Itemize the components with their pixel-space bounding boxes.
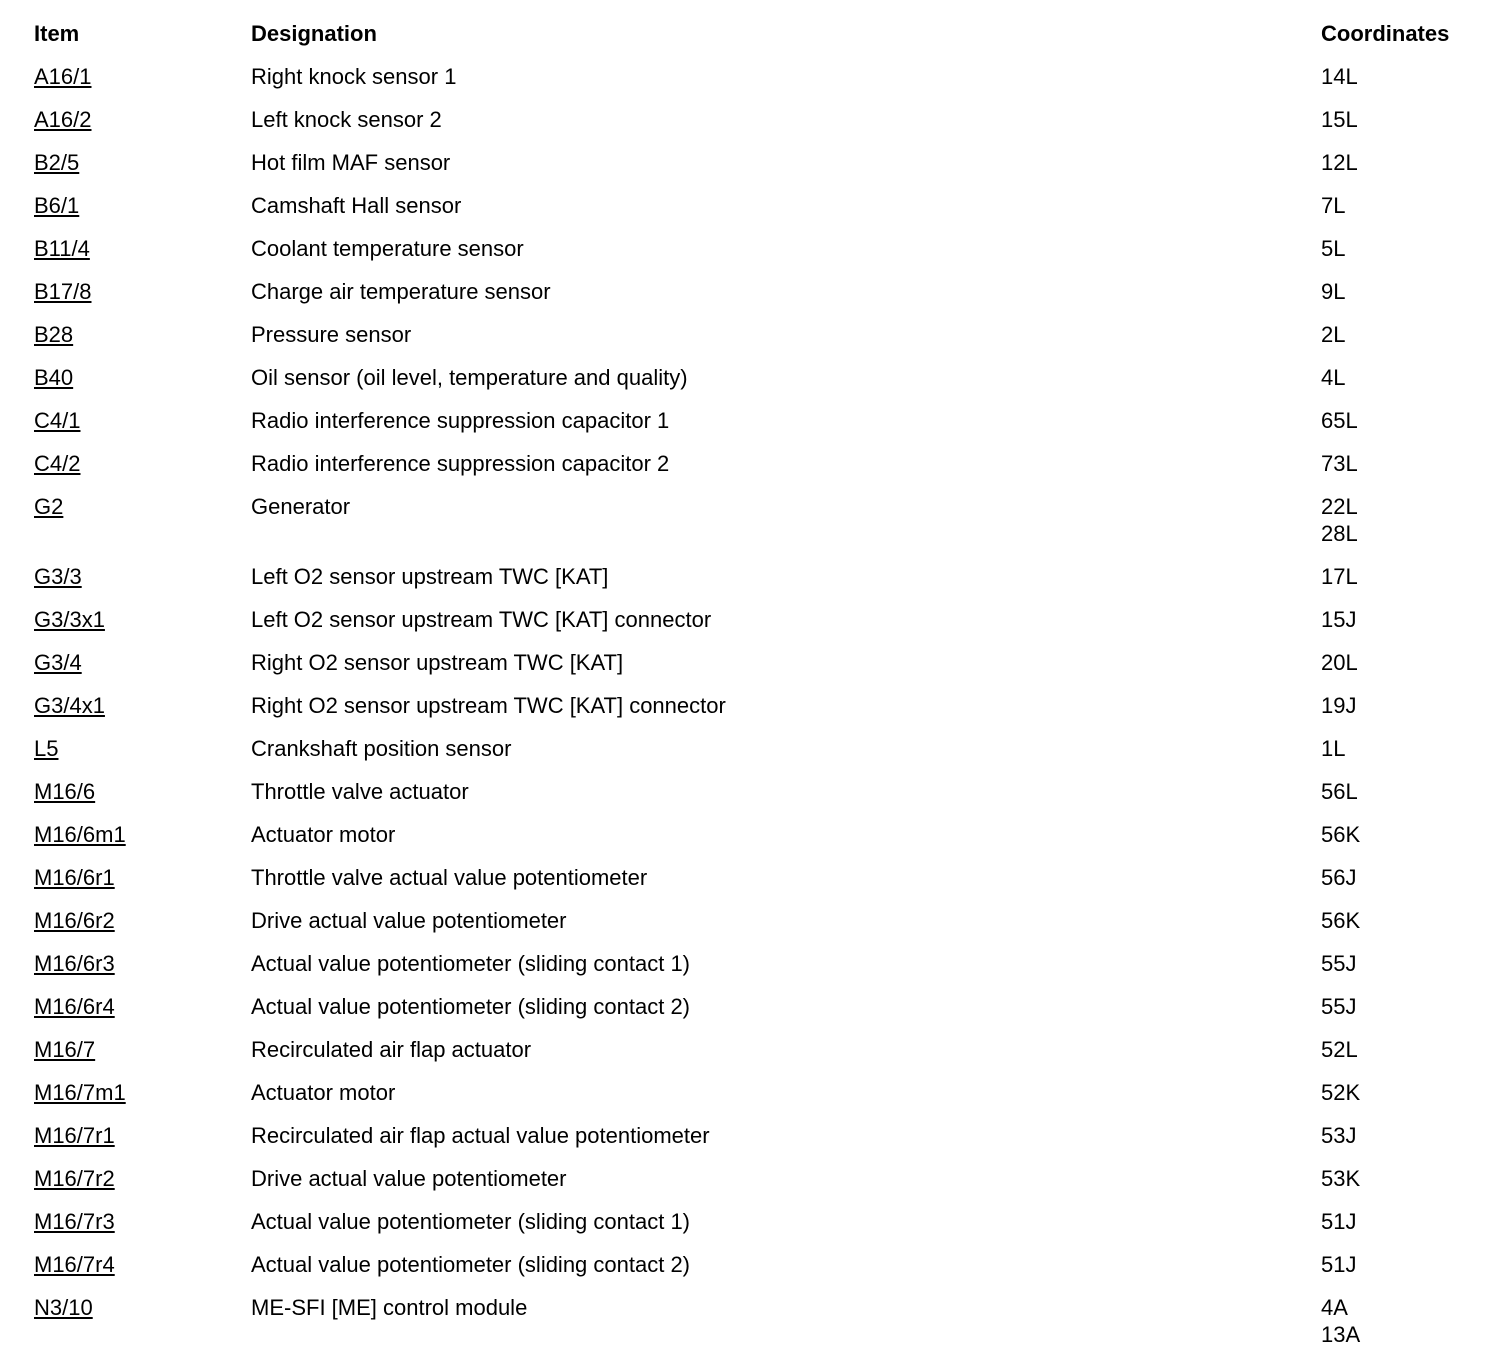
item-cell [34,606,251,633]
table-body [0,55,1504,1356]
item-cell [34,864,251,891]
table-row [0,899,1504,942]
table-row [0,1286,1504,1356]
item-link[interactable]: M16/6r4 [34,994,115,1019]
coordinate-value: 28L [1321,521,1358,546]
item-link[interactable]: N3/10 [34,1295,93,1320]
item-cell [34,907,251,934]
table-row [0,1157,1504,1200]
item-link[interactable]: G2 [34,494,64,519]
table-row [0,485,1504,555]
coordinate-value: 53K [1321,1166,1361,1191]
item-link[interactable]: A16/2 [34,107,92,132]
table-row [0,813,1504,856]
coordinates-cell [1321,563,1491,590]
table-row [0,1114,1504,1157]
item-link[interactable]: C4/1 [34,408,81,433]
designation-cell: Actuator motor [251,822,396,847]
item-link[interactable]: M16/6m1 [34,822,126,847]
coordinate-value: 15J [1321,607,1357,632]
coordinate-value: 73L [1321,451,1358,476]
designation-cell: Actual value potentiometer (sliding contact 1) [251,1209,691,1234]
coordinates-cell [1321,278,1491,305]
designation-cell: Drive actual value potentiometer [251,1166,567,1191]
coordinates-cell [1321,1165,1491,1192]
item-cell [34,407,251,434]
designation-cell: Actual value potentiometer (sliding contact 2) [251,1252,691,1277]
table-row [0,555,1504,598]
designation-cell: Actual value potentiometer (sliding contact 2) [251,994,691,1019]
table-row [0,727,1504,770]
item-link[interactable]: M16/6 [34,779,96,804]
coordinate-value: 51J [1321,1252,1357,1277]
coordinates-cell [1321,63,1491,90]
item-cell [34,106,251,133]
designation-cell: Hot film MAF sensor [251,150,451,175]
item-link[interactable]: M16/6r2 [34,908,115,933]
coordinate-value: 7L [1321,193,1346,218]
item-link[interactable]: M16/7r2 [34,1166,115,1191]
designation-cell: Right knock sensor 1 [251,64,457,89]
coordinates-cell [1321,407,1491,434]
designation-cell: Left O2 sensor upstream TWC [KAT] [251,564,609,589]
coordinate-value: 19J [1321,693,1357,718]
item-cell [34,278,251,305]
item-link[interactable]: B28 [34,322,74,347]
coordinates-cell [1321,1251,1491,1278]
item-cell [34,778,251,805]
coordinate-value: 9L [1321,279,1346,304]
item-cell [34,649,251,676]
coordinate-value: 56K [1321,822,1361,847]
item-cell [34,1294,251,1321]
coordinate-value: 52L [1321,1037,1358,1062]
coordinates-cell [1321,907,1491,934]
item-cell [34,364,251,391]
coordinates-cell [1321,1294,1491,1348]
coordinate-value: 53J [1321,1123,1357,1148]
coordinate-value: 56L [1321,779,1358,804]
item-link[interactable]: B6/1 [34,193,80,218]
designation-cell: Throttle valve actual value potentiometer [251,865,648,890]
designation-cell: Recirculated air flap actuator [251,1037,532,1062]
coordinates-cell [1321,950,1491,977]
designation-cell: Generator [251,494,351,519]
table-row [0,313,1504,356]
coordinates-cell [1321,1079,1491,1106]
coordinate-value: 4L [1321,365,1346,390]
coordinates-cell [1321,1208,1491,1235]
designation-cell: Actuator motor [251,1080,396,1105]
item-link[interactable]: M16/6r3 [34,951,115,976]
item-link[interactable]: B2/5 [34,150,80,175]
item-cell [34,1251,251,1278]
item-cell [34,993,251,1020]
coordinate-value: 56K [1321,908,1361,933]
item-cell [34,1165,251,1192]
item-cell [34,1079,251,1106]
item-link[interactable]: C4/2 [34,451,81,476]
item-cell [34,192,251,219]
item-cell [34,321,251,348]
coordinate-value: 5L [1321,236,1346,261]
table-row [0,270,1504,313]
coordinates-cell [1321,1036,1491,1063]
item-link[interactable]: G3/3 [34,564,82,589]
item-link[interactable]: M16/6r1 [34,865,115,890]
coordinates-cell [1321,864,1491,891]
coordinates-cell [1321,364,1491,391]
coordinate-value: 15L [1321,107,1358,132]
item-cell [34,63,251,90]
coordinate-value: 12L [1321,150,1358,175]
item-link[interactable]: G3/3x1 [34,607,105,632]
coordinate-value: 22L [1321,494,1358,519]
item-cell [34,1036,251,1063]
item-link[interactable]: G3/4 [34,650,82,675]
item-link[interactable]: A16/1 [34,64,92,89]
coordinate-value: 56J [1321,865,1357,890]
coordinates-cell [1321,149,1491,176]
table-row [0,641,1504,684]
designation-cell: Actual value potentiometer (sliding contact 1) [251,951,691,976]
item-link[interactable]: M16/7r1 [34,1123,115,1148]
coordinate-value: 2L [1321,322,1346,347]
coordinate-value: 51J [1321,1209,1357,1234]
coordinate-value: 65L [1321,408,1358,433]
header-item: Item [34,21,80,46]
table-row [0,184,1504,227]
coordinate-value: 13A [1321,1322,1361,1347]
designation-cell: Right O2 sensor upstream TWC [KAT] connector [251,693,726,718]
header-designation: Designation [251,21,377,46]
designation-cell: Right O2 sensor upstream TWC [KAT] [251,650,624,675]
coordinates-cell [1321,1122,1491,1149]
table-row [0,942,1504,985]
item-cell [34,563,251,590]
coordinate-value: 14L [1321,64,1358,89]
table-row [0,1071,1504,1114]
designation-cell: Charge air temperature sensor [251,279,551,304]
coordinate-value: 4A [1321,1295,1348,1320]
designation-cell: Radio interference suppression capacitor 2 [251,451,670,476]
table-row [0,227,1504,270]
designation-cell: ME-SFI [ME] control module [251,1295,528,1320]
table-row [0,1200,1504,1243]
designation-cell: Throttle valve actuator [251,779,469,804]
designation-cell: Coolant temperature sensor [251,236,524,261]
item-cell [34,950,251,977]
item-link[interactable]: B40 [34,365,74,390]
item-cell [34,821,251,848]
item-link[interactable]: M16/7r4 [34,1252,115,1277]
table-row [0,770,1504,813]
table-row [0,55,1504,98]
table-row [0,356,1504,399]
table-row [0,856,1504,899]
item-cell [34,1122,251,1149]
item-cell [34,493,251,520]
item-link[interactable]: G3/4x1 [34,693,105,718]
table-row [0,684,1504,727]
table-row [0,985,1504,1028]
coordinates-cell [1321,692,1491,719]
designation-cell: Radio interference suppression capacitor 1 [251,408,670,433]
table-header [0,14,1504,55]
coordinates-cell [1321,735,1491,762]
coordinates-cell [1321,993,1491,1020]
table-row [0,141,1504,184]
table-row [0,98,1504,141]
coordinates-cell [1321,606,1491,633]
item-link[interactable]: M16/7r3 [34,1209,115,1234]
coordinates-cell [1321,778,1491,805]
designation-cell: Pressure sensor [251,322,412,347]
item-link[interactable]: B11/4 [34,236,90,261]
coordinate-value: 55J [1321,994,1357,1019]
header-coordinates: Coordinates [1321,21,1450,46]
item-link[interactable]: M16/7 [34,1037,96,1062]
coordinate-value: 52K [1321,1080,1361,1105]
table-row [0,1028,1504,1071]
designation-cell: Drive actual value potentiometer [251,908,567,933]
coordinate-value: 20L [1321,650,1358,675]
table-row [0,442,1504,485]
item-link[interactable]: B17/8 [34,279,92,304]
component-legend-table [0,14,1504,1356]
table-row [0,399,1504,442]
table-row [0,598,1504,641]
coordinate-value: 17L [1321,564,1358,589]
item-cell [34,450,251,477]
coordinates-cell [1321,649,1491,676]
coordinates-cell [1321,493,1491,547]
coordinate-value: 55J [1321,951,1357,976]
designation-cell: Camshaft Hall sensor [251,193,462,218]
coordinates-cell [1321,235,1491,262]
item-cell [34,1208,251,1235]
table-row [0,1243,1504,1286]
item-link[interactable]: L5 [34,736,59,761]
item-link[interactable]: M16/7m1 [34,1080,126,1105]
designation-cell: Crankshaft position sensor [251,736,512,761]
item-cell [34,692,251,719]
coordinates-cell [1321,106,1491,133]
designation-cell: Recirculated air flap actual value potentiometer [251,1123,710,1148]
coordinates-cell [1321,450,1491,477]
item-cell [34,735,251,762]
item-cell [34,235,251,262]
coordinate-value: 1L [1321,736,1346,761]
coordinates-cell [1321,821,1491,848]
designation-cell: Left knock sensor 2 [251,107,442,132]
item-cell [34,149,251,176]
designation-cell: Oil sensor (oil level, temperature and quality) [251,365,688,390]
designation-cell: Left O2 sensor upstream TWC [KAT] connector [251,607,712,632]
coordinates-cell [1321,321,1491,348]
coordinates-cell [1321,192,1491,219]
